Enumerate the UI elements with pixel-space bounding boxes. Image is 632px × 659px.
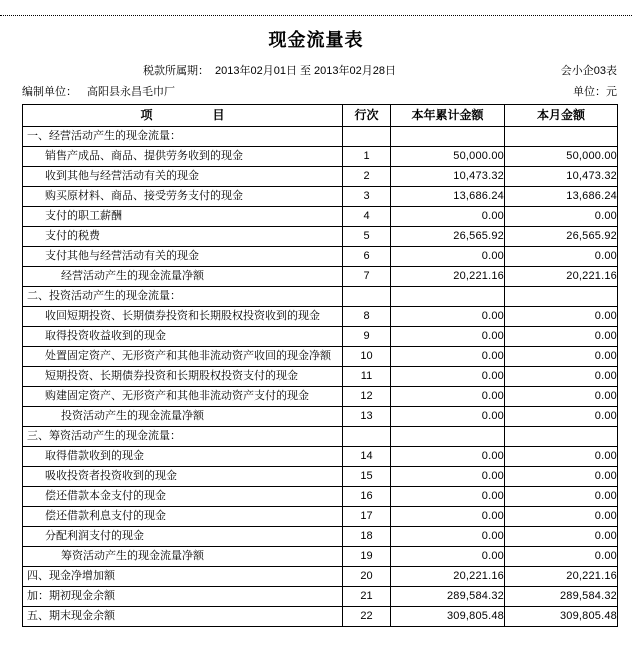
row-item-name bbox=[23, 127, 343, 147]
table-row bbox=[23, 147, 618, 167]
row-line-number: 20 bbox=[343, 567, 391, 587]
row-ytd-amount: 20,221.16 bbox=[391, 267, 505, 287]
row-ytd-amount: 289,584.32 bbox=[391, 587, 505, 607]
row-ytd-amount: 0.00 bbox=[391, 207, 505, 227]
tax-period-label: 税款所属期： bbox=[143, 65, 209, 77]
row-ytd-amount: 0.00 bbox=[391, 247, 505, 267]
row-mtd-amount: 0.00 bbox=[505, 387, 618, 407]
row-item-label: 销售产成品、商品、提供劳务收到的现金 bbox=[45, 150, 243, 162]
row-line-number: 4 bbox=[343, 207, 391, 227]
column-header-item bbox=[23, 105, 343, 127]
row-item-name bbox=[23, 407, 343, 427]
row-line-number: 7 bbox=[343, 267, 391, 287]
row-mtd-amount: 20,221.16 bbox=[505, 267, 618, 287]
row-ytd-amount: 0.00 bbox=[391, 307, 505, 327]
row-mtd-amount: 0.00 bbox=[505, 247, 618, 267]
row-item-label: 一、经营活动产生的现金流量： bbox=[27, 130, 181, 142]
preparing-unit bbox=[22, 85, 175, 99]
row-mtd-amount: 0.00 bbox=[505, 407, 618, 427]
row-ytd-amount: 0.00 bbox=[391, 487, 505, 507]
column-header-item-char2: 目 bbox=[212, 108, 225, 122]
row-ytd-amount: 0.00 bbox=[391, 407, 505, 427]
row-line-number: 16 bbox=[343, 487, 391, 507]
table-row bbox=[23, 607, 618, 627]
table-row bbox=[23, 447, 618, 467]
row-mtd-amount: 0.00 bbox=[505, 487, 618, 507]
table-row bbox=[23, 467, 618, 487]
row-item-label: 经营活动产生的现金流量净额 bbox=[61, 270, 204, 282]
row-ytd-amount bbox=[391, 287, 505, 307]
row-line-number: 5 bbox=[343, 227, 391, 247]
preparing-unit-label: 编制单位： bbox=[22, 86, 77, 98]
row-line-number: 3 bbox=[343, 187, 391, 207]
row-ytd-amount: 0.00 bbox=[391, 507, 505, 527]
row-mtd-amount: 20,221.16 bbox=[505, 567, 618, 587]
table-row bbox=[23, 387, 618, 407]
row-line-number: 22 bbox=[343, 607, 391, 627]
row-item-label: 吸收投资者投资收到的现金 bbox=[45, 470, 177, 482]
row-ytd-amount: 10,473.32 bbox=[391, 167, 505, 187]
row-ytd-amount: 13,686.24 bbox=[391, 187, 505, 207]
table-row bbox=[23, 587, 618, 607]
row-line-number: 6 bbox=[343, 247, 391, 267]
tax-period-value: 2013年02月01日 至 2013年02月28日 bbox=[215, 65, 396, 77]
row-item-label: 支付的税费 bbox=[45, 230, 100, 242]
row-item-label: 偿还借款本金支付的现金 bbox=[45, 490, 166, 502]
table-row bbox=[23, 267, 618, 287]
row-mtd-amount: 309,805.48 bbox=[505, 607, 618, 627]
row-item-name bbox=[23, 507, 343, 527]
row-mtd-amount: 26,565.92 bbox=[505, 227, 618, 247]
row-mtd-amount: 0.00 bbox=[505, 467, 618, 487]
table-row bbox=[23, 327, 618, 347]
row-line-number: 8 bbox=[343, 307, 391, 327]
row-mtd-amount: 13,686.24 bbox=[505, 187, 618, 207]
column-header-ytd-amount: 本年累计金额 bbox=[391, 105, 505, 127]
row-item-name bbox=[23, 147, 343, 167]
row-item-label: 支付其他与经营活动有关的现金 bbox=[45, 250, 199, 262]
row-ytd-amount: 26,565.92 bbox=[391, 227, 505, 247]
row-line-number: 9 bbox=[343, 327, 391, 347]
row-ytd-amount: 50,000.00 bbox=[391, 147, 505, 167]
tax-period bbox=[143, 64, 396, 78]
row-item-name bbox=[23, 567, 343, 587]
currency-unit-note: 单位：元 bbox=[573, 86, 617, 98]
row-mtd-amount: 0.00 bbox=[505, 347, 618, 367]
row-ytd-amount: 20,221.16 bbox=[391, 567, 505, 587]
row-line-number bbox=[343, 287, 391, 307]
row-item-name bbox=[23, 387, 343, 407]
table-row bbox=[23, 127, 618, 147]
row-ytd-amount: 0.00 bbox=[391, 387, 505, 407]
row-item-label: 四、现金净增加额 bbox=[27, 570, 115, 582]
row-item-label: 投资活动产生的现金流量净额 bbox=[61, 410, 204, 422]
row-item-name bbox=[23, 247, 343, 267]
row-line-number: 14 bbox=[343, 447, 391, 467]
row-line-number: 13 bbox=[343, 407, 391, 427]
row-line-number: 2 bbox=[343, 167, 391, 187]
row-line-number bbox=[343, 427, 391, 447]
row-line-number: 10 bbox=[343, 347, 391, 367]
table-header-row bbox=[23, 105, 618, 127]
row-ytd-amount: 0.00 bbox=[391, 367, 505, 387]
table-row bbox=[23, 407, 618, 427]
row-line-number: 17 bbox=[343, 507, 391, 527]
row-line-number: 19 bbox=[343, 547, 391, 567]
row-ytd-amount: 0.00 bbox=[391, 347, 505, 367]
table-row bbox=[23, 347, 618, 367]
row-item-label: 三、筹资活动产生的现金流量： bbox=[27, 430, 181, 442]
row-mtd-amount: 0.00 bbox=[505, 547, 618, 567]
row-item-name bbox=[23, 167, 343, 187]
table-row bbox=[23, 507, 618, 527]
row-item-name bbox=[23, 367, 343, 387]
table-row bbox=[23, 567, 618, 587]
row-ytd-amount bbox=[391, 427, 505, 447]
row-mtd-amount: 289,584.32 bbox=[505, 587, 618, 607]
table-row bbox=[23, 287, 618, 307]
row-item-name bbox=[23, 207, 343, 227]
row-item-name bbox=[23, 347, 343, 367]
row-item-name bbox=[23, 447, 343, 467]
table-row bbox=[23, 307, 618, 327]
row-item-name bbox=[23, 307, 343, 327]
table-row bbox=[23, 427, 618, 447]
row-item-label: 筹资活动产生的现金流量净额 bbox=[61, 550, 204, 562]
row-item-label: 短期投资、长期债券投资和长期股权投资支付的现金 bbox=[45, 370, 298, 382]
row-ytd-amount: 309,805.48 bbox=[391, 607, 505, 627]
table-row bbox=[23, 167, 618, 187]
row-item-name bbox=[23, 327, 343, 347]
row-item-name bbox=[23, 287, 343, 307]
page-top-divider bbox=[0, 15, 632, 16]
row-item-label: 取得投资收益收到的现金 bbox=[45, 330, 166, 342]
row-mtd-amount: 0.00 bbox=[505, 507, 618, 527]
row-mtd-amount: 0.00 bbox=[505, 207, 618, 227]
table-row bbox=[23, 487, 618, 507]
form-number: 会小企03表 bbox=[560, 65, 617, 77]
row-mtd-amount: 10,473.32 bbox=[505, 167, 618, 187]
row-item-label: 分配利润支付的现金 bbox=[45, 530, 144, 542]
row-mtd-amount: 0.00 bbox=[505, 527, 618, 547]
row-item-label: 支付的职工薪酬 bbox=[45, 210, 122, 222]
row-line-number: 18 bbox=[343, 527, 391, 547]
row-item-label: 处置固定资产、无形资产和其他非流动资产收回的现金净额 bbox=[45, 350, 331, 362]
row-item-label: 购买原材料、商品、接受劳务支付的现金 bbox=[45, 190, 243, 202]
row-item-label: 收回短期投资、长期债券投资和长期股权投资收到的现金 bbox=[45, 310, 320, 322]
row-item-label: 收到其他与经营活动有关的现金 bbox=[45, 170, 199, 182]
column-header-mtd-amount: 本月金额 bbox=[505, 105, 618, 127]
row-line-number: 1 bbox=[343, 147, 391, 167]
table-body bbox=[23, 127, 618, 627]
row-mtd-amount bbox=[505, 427, 618, 447]
row-ytd-amount: 0.00 bbox=[391, 327, 505, 347]
row-item-label: 取得借款收到的现金 bbox=[45, 450, 144, 462]
row-item-name bbox=[23, 587, 343, 607]
row-mtd-amount: 0.00 bbox=[505, 367, 618, 387]
row-item-name bbox=[23, 267, 343, 287]
row-mtd-amount: 50,000.00 bbox=[505, 147, 618, 167]
table-row bbox=[23, 187, 618, 207]
column-header-line-no: 行次 bbox=[343, 105, 391, 127]
table-row bbox=[23, 227, 618, 247]
row-item-name bbox=[23, 527, 343, 547]
row-item-name bbox=[23, 227, 343, 247]
row-item-label: 五、期末现金余额 bbox=[27, 610, 115, 622]
row-item-label: 偿还借款利息支付的现金 bbox=[45, 510, 166, 522]
row-item-name bbox=[23, 467, 343, 487]
row-ytd-amount: 0.00 bbox=[391, 547, 505, 567]
row-item-label: 二、投资活动产生的现金流量： bbox=[27, 290, 181, 302]
row-item-name bbox=[23, 427, 343, 447]
row-item-label: 购建固定资产、无形资产和其他非流动资产支付的现金 bbox=[45, 390, 309, 402]
row-line-number: 15 bbox=[343, 467, 391, 487]
row-mtd-amount: 0.00 bbox=[505, 307, 618, 327]
row-item-name bbox=[23, 187, 343, 207]
row-ytd-amount: 0.00 bbox=[391, 467, 505, 487]
table-row bbox=[23, 247, 618, 267]
cash-flow-table bbox=[22, 104, 618, 627]
table-row bbox=[23, 547, 618, 567]
row-line-number: 12 bbox=[343, 387, 391, 407]
row-ytd-amount: 0.00 bbox=[391, 447, 505, 467]
row-item-name bbox=[23, 487, 343, 507]
row-line-number: 11 bbox=[343, 367, 391, 387]
row-mtd-amount bbox=[505, 287, 618, 307]
table-row bbox=[23, 207, 618, 227]
page-title: 现金流量表 bbox=[268, 30, 364, 50]
row-item-name bbox=[23, 547, 343, 567]
row-item-label: 加：期初现金余额 bbox=[27, 590, 115, 602]
row-ytd-amount bbox=[391, 127, 505, 147]
preparing-unit-value: 高阳县永昌毛巾厂 bbox=[87, 86, 175, 98]
row-line-number bbox=[343, 127, 391, 147]
row-line-number: 21 bbox=[343, 587, 391, 607]
table-row bbox=[23, 527, 618, 547]
row-mtd-amount: 0.00 bbox=[505, 327, 618, 347]
column-header-item-char1: 项 bbox=[140, 108, 153, 122]
row-mtd-amount: 0.00 bbox=[505, 447, 618, 467]
row-mtd-amount bbox=[505, 127, 618, 147]
table-row bbox=[23, 367, 618, 387]
row-item-name bbox=[23, 607, 343, 627]
row-ytd-amount: 0.00 bbox=[391, 527, 505, 547]
